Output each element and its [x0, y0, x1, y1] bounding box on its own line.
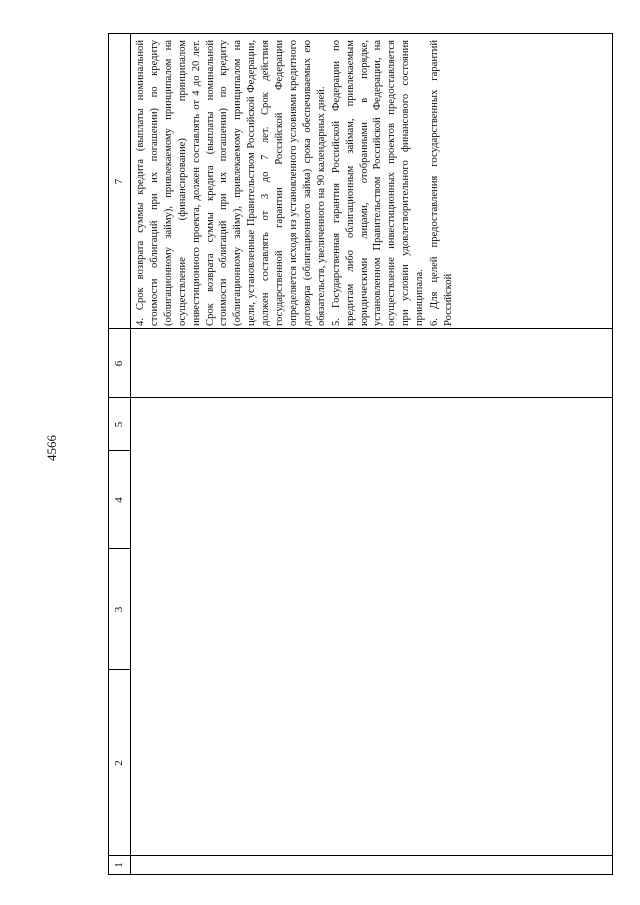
column-divider: [109, 450, 130, 451]
col-header-5: 5: [113, 421, 125, 428]
cell-paragraph: 4. Срок возврата суммы кредита (выплаты номинальной стоимости облигаций при их погашении) по кредиту (облигационному займу), привлекаемому принципалом на осуществление (финансирование) принципалом инвестиционного проекта, должен составлять от 4 до 20 лет. Срок возврата суммы кредита (выплаты номинальной стоимости облигаций при их погашении) по кредиту (облигационному займу), привлекаемому принципалом на цели, установленные Правительством Российской Федерации, должен составлять от 3 до 7 лет. Срок действия государственной гарантии Российской Федерации определяется исходя из установленного условиями кредитного договора (облигационного займа) срока обеспечиваемых ею обязательств, увеличенного на 90 календарных дней.: [135, 40, 327, 326]
column-divider: [109, 548, 130, 549]
col-header-4: 4: [113, 497, 125, 503]
table-cell-col7: [134, 40, 457, 326]
col-header-7: 7: [113, 178, 125, 185]
cell-paragraph: 5. Государственная гарантия Российской Федерации по кредитам либо облигационным займам, привлекаемым юридическими лицами, отобранными в порядке, установленном Правительством Российской Федерации, на осуществление инвестиционных проектов предоставляется при условии удовлетворительного финансового состояния принципала.: [330, 40, 426, 326]
col-header-2: 2: [113, 760, 125, 766]
column-divider: [109, 855, 612, 856]
table: [108, 33, 613, 875]
col-header-3: 3: [113, 606, 125, 613]
column-divider: [109, 397, 612, 398]
col-header-6: 6: [113, 360, 125, 367]
table-header-row: [109, 34, 131, 874]
column-divider: [109, 328, 612, 329]
rotated-table: [108, 33, 613, 875]
cell-paragraph: 6. Для целей предоставления государственных гарантий Российской: [429, 40, 454, 326]
column-divider: [109, 669, 130, 670]
page-number: 4566: [44, 435, 59, 461]
col-header-1: 1: [113, 862, 125, 868]
